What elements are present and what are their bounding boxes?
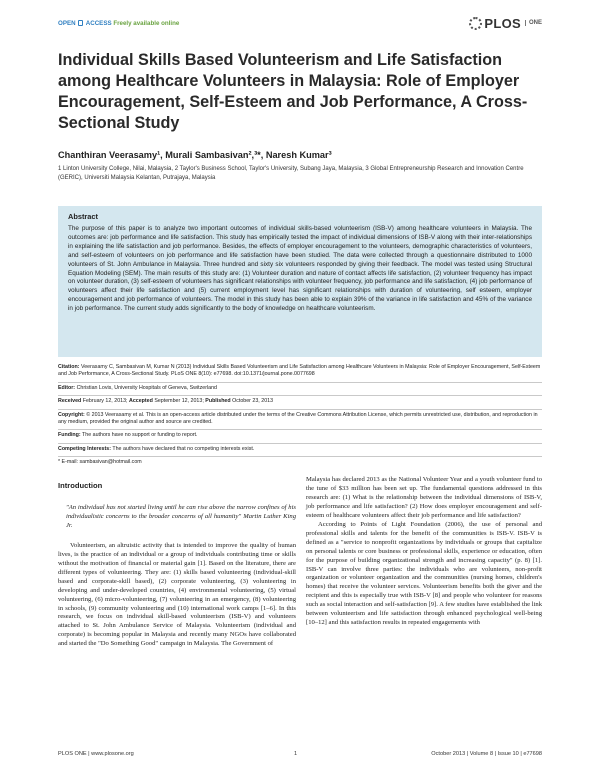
article-metadata	[58, 362, 542, 470]
citation-label: Citation:	[58, 364, 80, 370]
accepted-label: Accepted	[129, 398, 153, 405]
intro-paragraph-2: According to Points of Light Foundation (2006), the use of personal and professional skills and talents for the benefit of the communities is ISB-V. ISB-V is defined as a "service to nonprofit organizations by individuals or groups that capitalize on personal talents or core business or professional skills, experience or education, often for the purpose of building organizational strength and increasing capacity" (p. 8) [1]. ISB-V can involve three parties: the individuals who are volunteers, non-profit organization or volunteer organization and the communities (nursing homes, children's homes) that receive the volunteer services. Volunteerism benefits both the giver and the recipient and this is especially true with ISB-V [8] and people who volunteer for reasons such as social interaction and self-satisfaction [9]. A few studies have established the link between volunteerism and life satisfaction through enhanced psychological well-being [10–12] and this satisfaction results in repeated engagements with	[306, 520, 542, 627]
journal-header	[58, 14, 542, 34]
competing-interests-label: Competing Interests:	[58, 445, 111, 452]
editor-label: Editor:	[58, 384, 76, 391]
competing-interests-row	[58, 444, 542, 457]
plos-logo-one: ONE	[525, 20, 542, 26]
published-date: October 23, 2013	[232, 398, 274, 405]
copyright-text: © 2013 Veerasamy et al. This is an open-access article distributed under the terms of the Creative Commons Attribution License, which permits unrestricted use, distribution, and reproduction in any medium, provided the original author and source are credited.	[58, 411, 538, 426]
funding-row	[58, 430, 542, 443]
open-lock-icon	[78, 20, 83, 26]
open-text: OPEN	[58, 20, 76, 27]
intro-paragraph-continued: Malaysia has declared 2013 as the National Volunteer Year and a youth volunteer fund to the tune of $33 million has been set up. The fundamental questions addressed in this research are: (1) What is the relationship between the individual dimensions of ISB-V, job performance and life satisfaction? (2) How does employer encouragement and self-esteem of healthcare volunteers affect their job performance and life satisfaction?	[306, 476, 542, 519]
editor-text: Christian Lovis, University Hospitals of Geneva, Switzerland	[76, 384, 217, 391]
right-column	[306, 476, 542, 628]
left-column	[58, 504, 296, 649]
citation-text: Veerasamy C, Sambasivan M, Kumar N (2013) Individual Skills Based Volunteerism and Life Satisfaction among Healthcare Volunteers in Malaysia: Role of Employer Encouragement, Self-Esteem and Job Performance, A Cross-Sectional Study. PLoS ONE 8(10): e77698. doi:10.1371/journal.pone.0077698	[58, 364, 541, 378]
introduction-heading: Introduction	[58, 481, 103, 490]
plos-one-logo[interactable]	[469, 14, 542, 32]
email-row[interactable]	[58, 457, 542, 469]
article-title: Individual Skills Based Volunteerism and Life Satisfaction among Healthcare Volunteers in Malaysia: Role of Employer Encouragement, Self-Esteem and Job Performance, A Cross-Sectional Study	[58, 51, 528, 132]
footer-journal[interactable]: PLOS ONE | www.plosone.org	[58, 751, 134, 757]
access-text: ACCESS	[85, 20, 112, 27]
dates-row	[58, 396, 542, 409]
editor-row	[58, 383, 542, 396]
funding-label: Funding:	[58, 432, 81, 439]
competing-interests-text: The authors have declared that no competing interests exist.	[112, 445, 255, 452]
page-number: 1	[294, 751, 298, 757]
copyright-label: Copyright:	[58, 411, 85, 418]
freely-available-text: Freely available online	[113, 20, 180, 27]
corresponding-email[interactable]: * E-mail: sambasivan@hotmail.com	[58, 459, 142, 466]
footer-issue: October 2013 | Volume 8 | Issue 10 | e77698	[431, 751, 542, 757]
citation-row	[58, 362, 542, 383]
plos-logo-word: PLOS	[484, 15, 521, 31]
funding-text: The authors have no support or funding to report.	[82, 432, 198, 439]
intro-paragraph-1: Volunteerism, an altruistic activity that is intended to improve the quality of human lives, is the practice of an individual or a group of individuals contributing time or skills without the motivation of financial or material gain [1]. Based on the literature, there are different types of volunteering. They are: (1) skills based volunteering (individual-skill based and corporate-skill based), (2) corporate volunteering, (3) volunteering in developing and under-developed countries, (4) environmental volunteering, (5) virtual volunteering, (6) micro-volunteering, (7) volunteering in an emergency, (8) volunteering in schools, (9) community volunteering and (10) international work camps [1–6]. In this research, we focus on individual skill-based volunteerism (ISB-V) and volunteers attached to St. John Ambulance Service of Malaysia. Volunteerism (individual and corporate) is becoming popular in Malaysia and recently many NGOs have collaborated and started the "Do Something Good" campaign in Malaysia. The Government of	[58, 541, 296, 648]
abstract-box	[58, 206, 542, 357]
open-access-label[interactable]	[58, 20, 179, 27]
epigraph-quote: "An individual has not started living until he can rise above the narrow confines of his individualistic concerns to the broader concerns of all humanity" Martin Luther King Jr.	[66, 504, 296, 529]
page-footer	[58, 751, 542, 761]
abstract-heading: Abstract	[68, 212, 98, 221]
author-list: Chanthiran Veerasamy¹, Murali Sambasivan²,³*, Naresh Kumar³	[58, 150, 332, 160]
plos-gear-icon	[469, 17, 482, 30]
copyright-row	[58, 410, 542, 431]
published-label: Published	[205, 398, 231, 405]
abstract-text: The purpose of this paper is to analyze two important outcomes of individual skills-based volunteerism (ISB-V) among healthcare volunteers in Malaysia. The outcomes are: job performance and life satisfaction. This study has empirically tested the impact of individual dimensions of ISB-V along with their inter-relationships in explaining the life satisfaction and job performance. Besides, the effects of employer encouragement to the volunteers, demographic characteristics of volunteers, and self-esteem of volunteers on job performance and life satisfaction have been studied. The data were collected through a questionnaire distributed to 1000 volunteers of St. John Ambulance in Malaysia. Three hundred and sixty six volunteers responded by giving their feedback. The model was tested using Structural Equation Modeling (SEM). The main results of this study are: (1) Volunteer duration and nature of contact affects life satisfaction, (2) volunteer frequency has impact on volunteer duration, (3) self-esteem of volunteers has significant relationships with volunteer frequency, job performance and life satisfaction, (4) job performance of volunteers affect their life satisfaction and (5) current employment level has significant relationships with duration of volunteering, self esteem, employer encouragement and job performance of volunteers. The model in this study has been able to explain 39% of the variance in life satisfaction and 45% of the variance in job performance. The current study adds significantly to the body of knowledge on healthcare volunteerism.	[68, 225, 532, 313]
received-date: February 12, 2013;	[82, 398, 128, 405]
received-label: Received	[58, 398, 82, 405]
affiliations: 1 Linton University College, Nilai, Malaysia, 2 Taylor's Business School, Taylor's University, Subang Jaya, Malaysia, 3 Global Entrepreneurship Research and Innovation Centre (GERIC), Universiti Malaysia Kelantan, Putrajaya, Malaysia	[58, 166, 524, 181]
accepted-date: September 12, 2013;	[154, 398, 204, 405]
